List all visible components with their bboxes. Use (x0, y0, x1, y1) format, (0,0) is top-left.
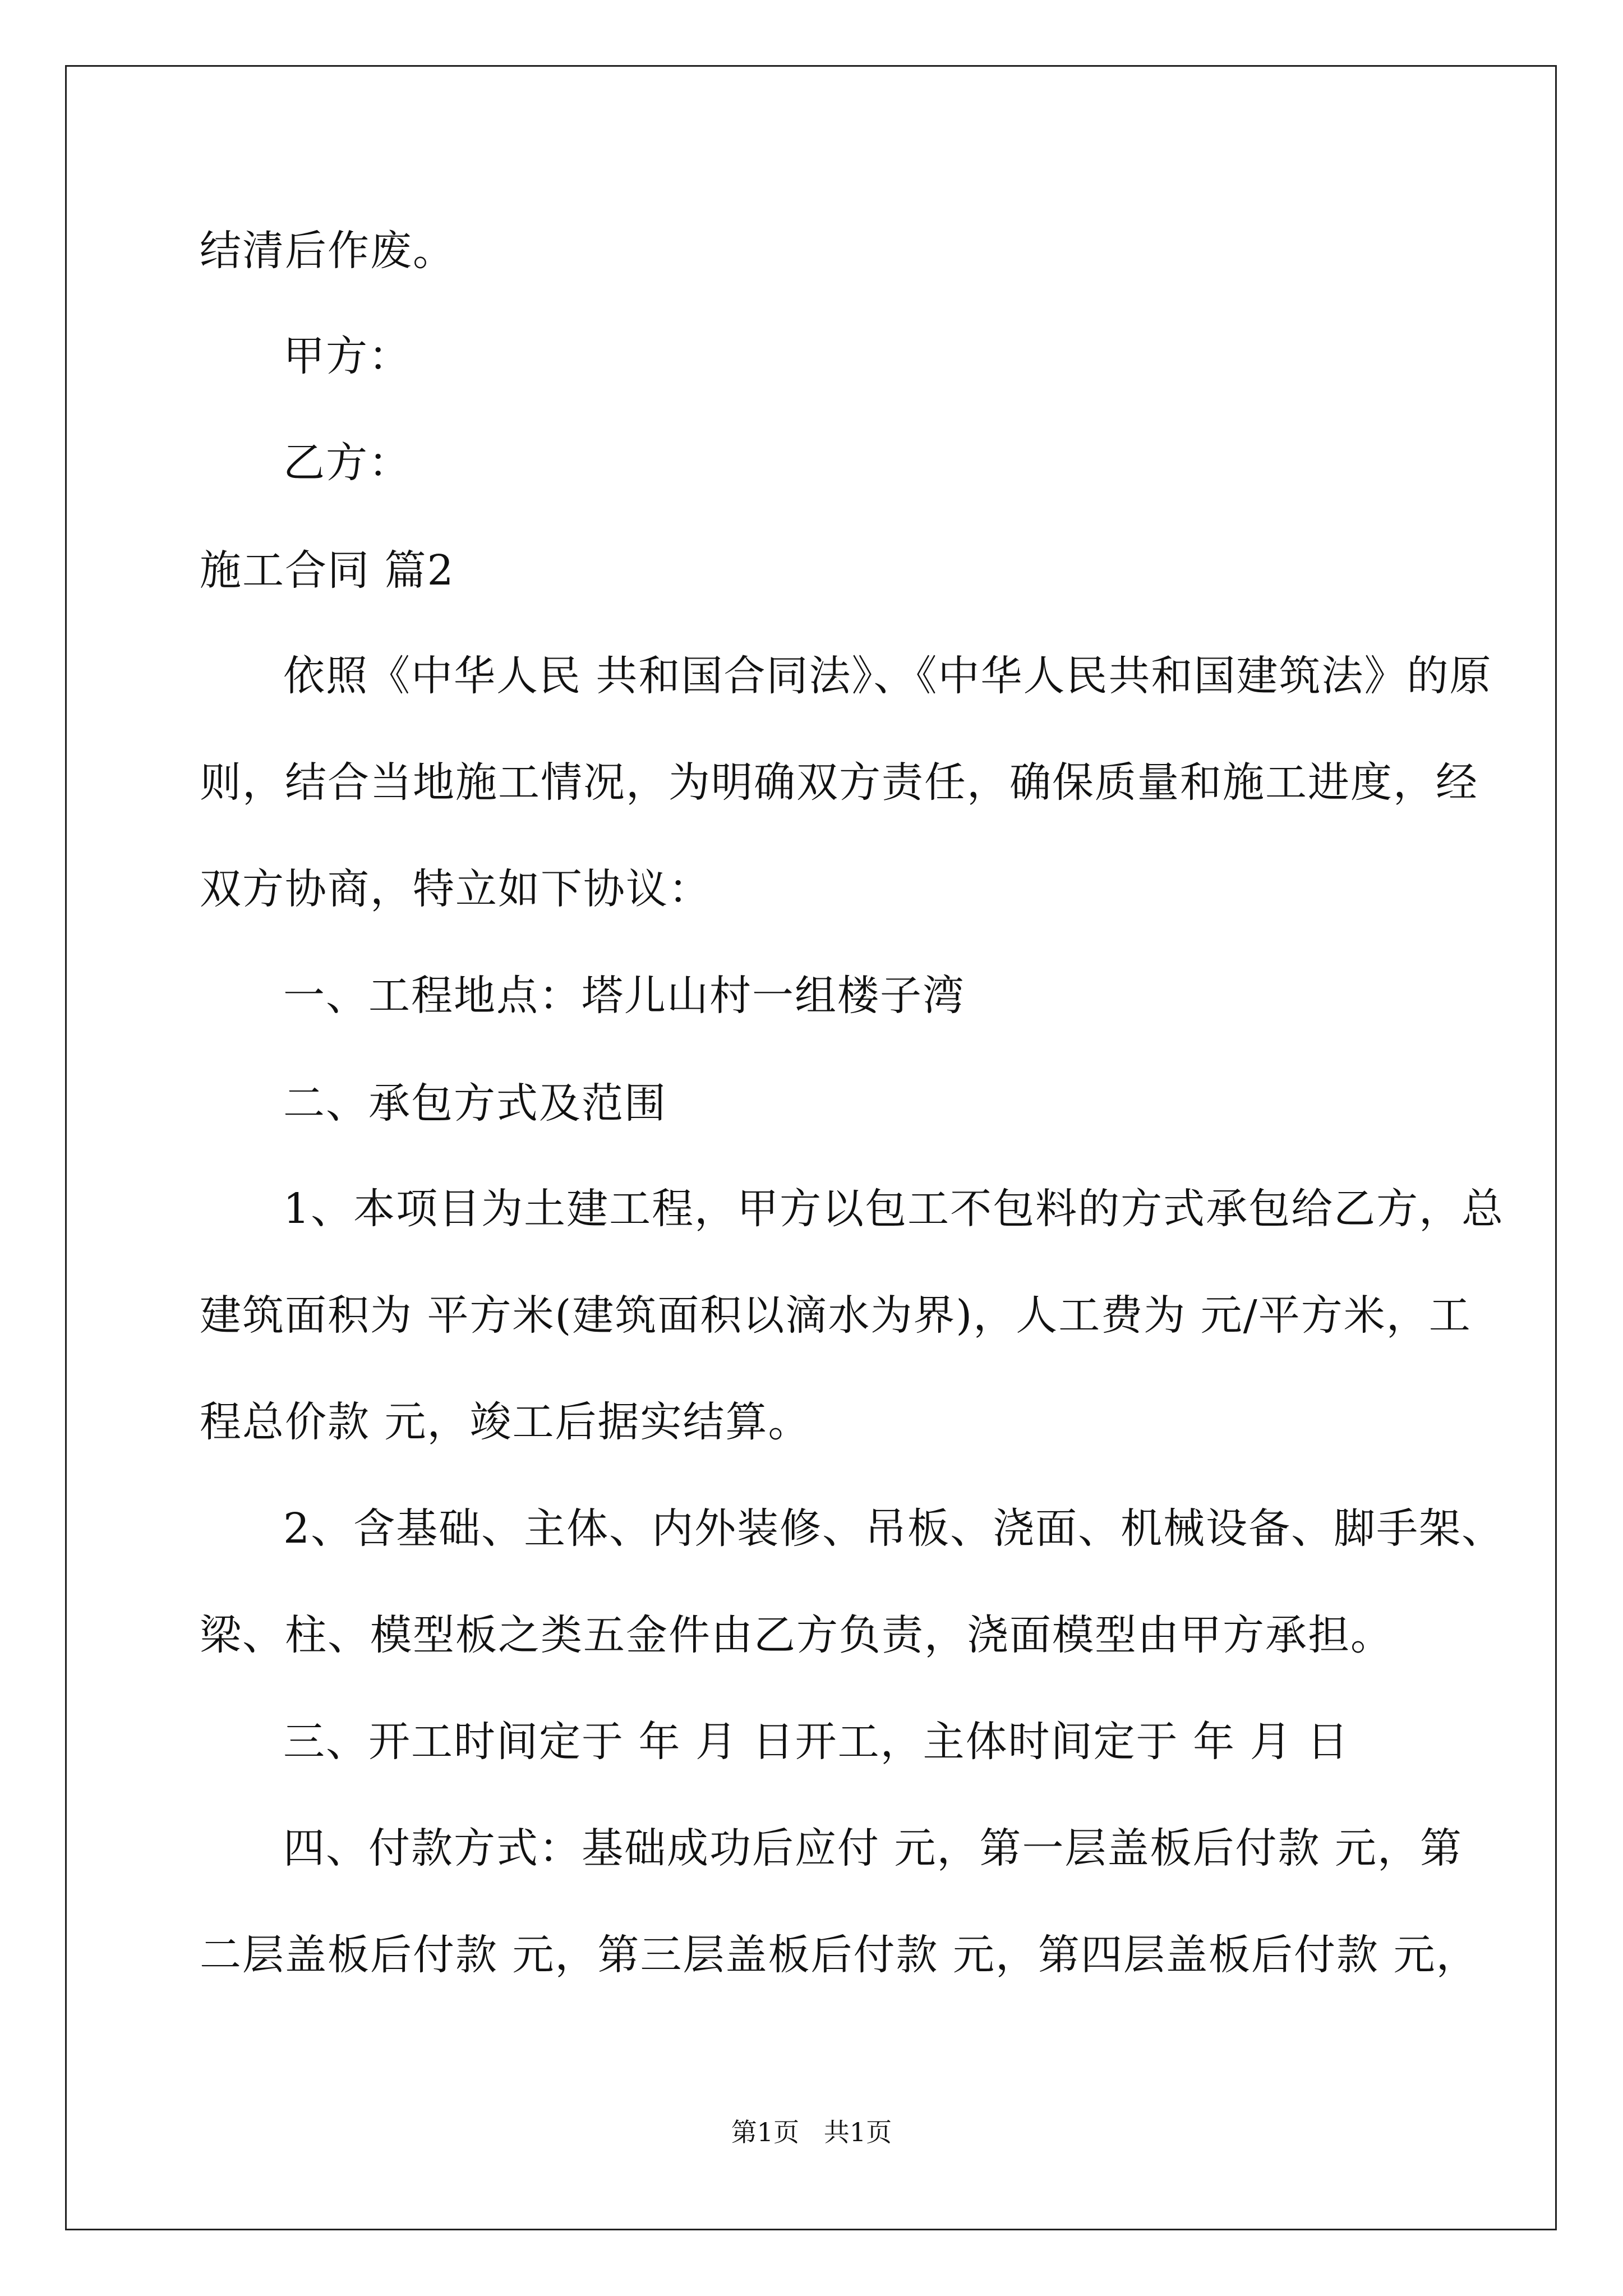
text-line: 梁、柱、模型板之类五金件由乙方负责，浇面模型由甲方承担。 (200, 1611, 1393, 1659)
signature-party-a: 甲方： (283, 332, 411, 380)
text-line: 四、付款方式：基础成功后应付 元，第一层盖板后付款 元，第 (283, 1824, 1463, 1872)
text-line: 三、开工时间定于 年 月 日开工，主体时间定于 年 月 日 (283, 1718, 1350, 1766)
text-line: 则，结合当地施工情况，为明确双方责任，确保质量和施工进度，经 (200, 758, 1478, 807)
text-line: 建筑面积为 平方米(建筑面积以滴水为界)，人工费为 元/平方米，工 (200, 1291, 1472, 1340)
text-line: 2、含基础、主体、内外装修、吊板、浇面、机械设备、脚手架、 (283, 1504, 1505, 1553)
text-line: 一、工程地点：塔儿山村一组楼子湾 (283, 972, 965, 1020)
text-line: 结清后作废。 (200, 227, 455, 275)
text-line: 程总价款 元，竣工后据实结算。 (200, 1398, 811, 1446)
text-line: 双方协商，特立如下协议： (200, 865, 711, 913)
page-footer: 第1页 共1页 (731, 2117, 892, 2147)
section-heading: 施工合同 篇2 (200, 546, 455, 595)
text-line: 1、本项目为土建工程，甲方以包工不包料的方式承包给乙方，总 (283, 1185, 1505, 1233)
text-line: 依照《中华人民 共和国合同法》、《中华人民共和国建筑法》的原 (283, 652, 1492, 700)
signature-party-b: 乙方： (283, 439, 411, 487)
text-line: 二、承包方式及范围 (283, 1079, 667, 1128)
text-line: 二层盖板后付款 元，第三层盖板后付款 元，第四层盖板后付款 元， (200, 1931, 1479, 1979)
page-border (65, 65, 1557, 2230)
